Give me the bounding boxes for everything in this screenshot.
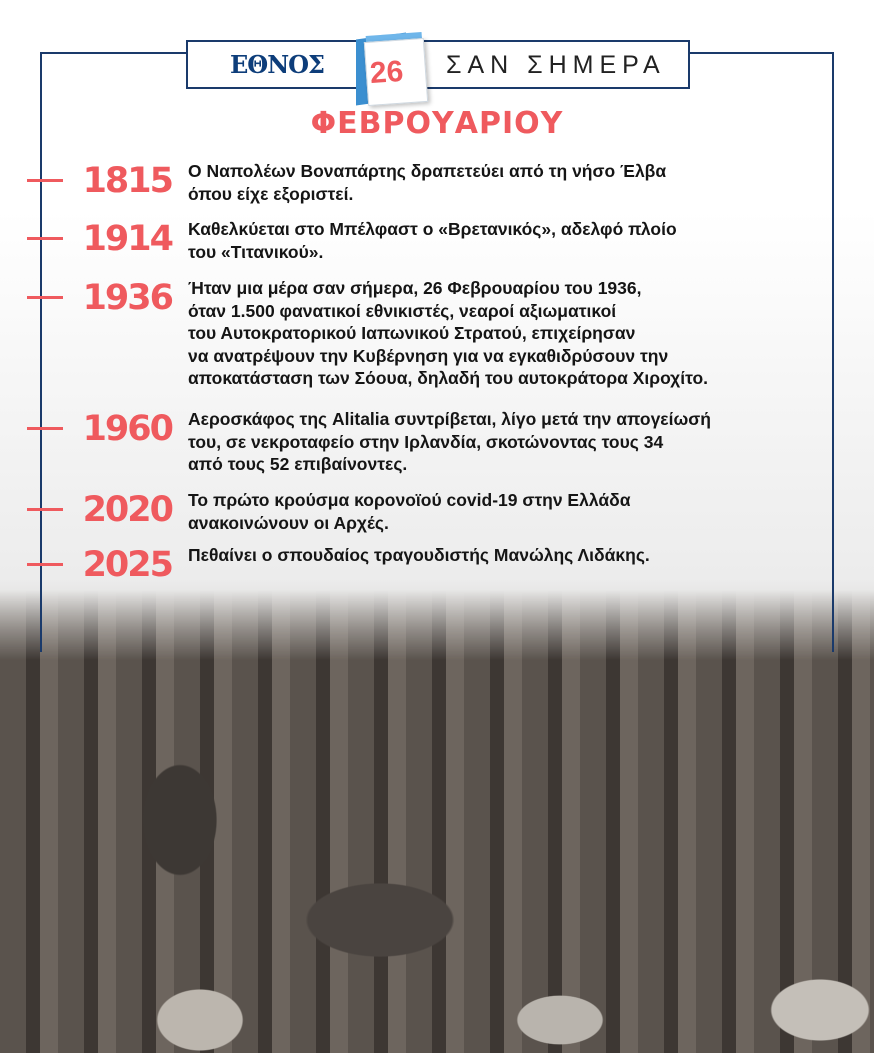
header-title: ΣΑΝ ΣΗΜΕΡΑ (446, 51, 666, 79)
event-text: Καθελκύεται στο Μπέλφαστ ο «Βρετανικός», αδελφό πλοίο του «Τιτανικού». (188, 219, 677, 262)
month-title: ΦΕΒΡΟΥΑΡΙΟΥ (310, 106, 564, 141)
event-text: Ο Ναπολέων Βοναπάρτης δραπετεύει από τη νήσο Έλβα όπου είχε εξοριστεί. (188, 161, 667, 204)
historical-photo-soldiers (0, 590, 874, 1053)
frame-line (40, 52, 186, 54)
event-year: 2020 (82, 490, 172, 530)
header-box (186, 40, 690, 89)
event-text: Το πρώτο κρούσμα κορονοϊού covid-19 στην Ελλάδα ανακοινώνουν οι Αρχές. (188, 490, 631, 533)
event-year: 2025 (82, 545, 172, 585)
calendar-day: 26 (368, 54, 405, 91)
frame-line (688, 52, 834, 54)
ethnos-logo: ΕΘΝΟΣ (230, 50, 325, 79)
event-year: 1960 (82, 409, 172, 449)
event-year: 1914 (82, 219, 172, 259)
event-text: Πεθαίνει ο σπουδαίος τραγουδιστής Μανώλης Λιδάκης. (188, 545, 650, 565)
event-text: Ήταν μια μέρα σαν σήμερα, 26 Φεβρουαρίου του 1936, όταν 1.500 φανατικοί εθνικιστές, νεαροί αξιωματικοί του Αυτοκρατορικού Ιαπωνικού Στρατού, επιχείρησαν να ανατρέψουν την Κυβέρνηση για να εγκαθιδρύσουν την αποκατάσταση των Σόουα, δηλαδή του αυτοκράτορα Χιροχίτο. (188, 278, 708, 388)
calendar-icon (356, 30, 426, 106)
event-year: 1936 (82, 278, 172, 318)
frame-line (832, 52, 834, 652)
event-year: 1815 (82, 161, 172, 201)
event-text: Αεροσκάφος της Alitalia συντρίβεται, λίγο μετά την απογείωσή του, σε νεκροταφείο στην Ιρλανδία, σκοτώνοντας τους 34 από τους 52 επιβαίνοντες. (188, 409, 711, 474)
